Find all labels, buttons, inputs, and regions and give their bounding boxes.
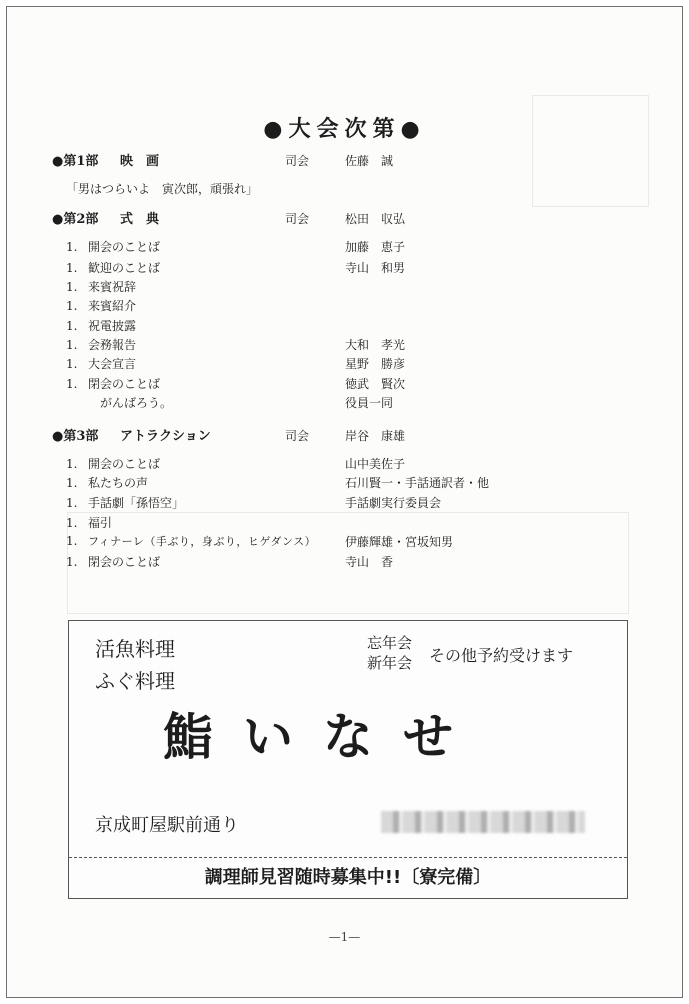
ad-shinnenkai: 新年会 bbox=[367, 654, 413, 672]
part-2-responsible: 大和 孝光 bbox=[345, 338, 406, 352]
ad-dashed-divider bbox=[69, 857, 627, 858]
ad-reservation-text: その他予約受けます bbox=[429, 646, 574, 665]
part-2-item: 1. 閉会のことば bbox=[66, 377, 161, 391]
ad-menu-line-2: ふぐ料理 bbox=[95, 669, 175, 693]
part-1-label: ●第1部 bbox=[52, 154, 99, 169]
part-2-label: ●第2部 bbox=[52, 212, 99, 227]
part-1-host-label: 司会 bbox=[285, 154, 310, 168]
ad-bonenkai: 忘年会 bbox=[367, 634, 413, 652]
part-3-responsible: 寺山 香 bbox=[345, 555, 394, 569]
part-3-item: 1. フィナーレ（手ぶり，身ぶり，ヒゲダンス） bbox=[66, 534, 317, 548]
part-3-label: ●第3部 bbox=[52, 429, 99, 444]
part-3-responsible: 山中美佐子 bbox=[345, 457, 406, 471]
part-3-responsible: 伊藤輝雄・宮坂知男 bbox=[345, 535, 454, 549]
part-2-heading bbox=[52, 208, 159, 227]
part-2-subtitle: 式 典 bbox=[120, 212, 160, 227]
part-3-item: 1. 手話劇「孫悟空」 bbox=[66, 496, 185, 510]
part-2-responsible: 加藤 恵子 bbox=[345, 240, 406, 254]
part-2-host-name: 松田 収弘 bbox=[345, 212, 406, 226]
part-3-host-name: 岸谷 康雄 bbox=[345, 429, 406, 443]
ad-address: 京成町屋駅前通り bbox=[95, 815, 239, 836]
part-2-host-label: 司会 bbox=[285, 212, 310, 226]
ad-menu-line-1: 活魚料理 bbox=[95, 637, 175, 661]
part-2-item: 1. 歓迎のことば bbox=[66, 261, 161, 275]
part-2-item: 1. 開会のことば bbox=[66, 240, 161, 254]
part-3-item: 1. 閉会のことば bbox=[66, 555, 161, 569]
part-3-responsible: 手話劇実行委員会 bbox=[345, 496, 442, 510]
ad-party-types bbox=[367, 633, 412, 673]
part-2-item: 1. 来賓祝辞 bbox=[66, 280, 137, 294]
part-3-host-label: 司会 bbox=[285, 429, 310, 443]
document-title: ●大会次第● bbox=[263, 116, 426, 142]
part-1-heading bbox=[52, 150, 159, 169]
part-3-item: 1. 開会のことば bbox=[66, 457, 161, 471]
page-number: —1— bbox=[328, 930, 361, 944]
part-1-host-name: 佐藤 誠 bbox=[345, 154, 394, 168]
part-2-responsible: 星野 勝彦 bbox=[345, 357, 406, 371]
part-2-responsible: 寺山 和男 bbox=[345, 261, 406, 275]
part-3-heading bbox=[52, 425, 211, 444]
part-2-item: がんばろう。 bbox=[100, 396, 173, 410]
part-3-responsible: 石川賢一・手話通訳者・他 bbox=[345, 476, 490, 490]
ad-recruitment: 調理師見習随時募集中!!〔寮完備〕 bbox=[204, 867, 492, 888]
part-3-subtitle: アトラクション bbox=[120, 429, 211, 444]
restaurant-advertisement bbox=[68, 620, 628, 899]
part-2-item: 1. 会務報告 bbox=[66, 338, 137, 352]
part-1-film-title: 「男はつらいよ 寅次郎，頑張れ」 bbox=[66, 182, 259, 196]
part-2-responsible: 役員一同 bbox=[345, 396, 394, 410]
part-2-responsible: 徳武 賢次 bbox=[345, 377, 406, 391]
part-3-item: 1. 私たちの声 bbox=[66, 476, 149, 490]
part-3-item: 1. 福引 bbox=[66, 516, 113, 530]
part-2-item: 1. 大会宣言 bbox=[66, 357, 137, 371]
ad-restaurant-name: 鮨いなせ bbox=[163, 707, 483, 766]
part-2-item: 1. 祝電披露 bbox=[66, 319, 137, 333]
part-2-item: 1. 来賓紹介 bbox=[66, 299, 137, 313]
part-1-subtitle: 映 画 bbox=[120, 154, 160, 169]
ad-phone-redacted bbox=[381, 811, 585, 833]
